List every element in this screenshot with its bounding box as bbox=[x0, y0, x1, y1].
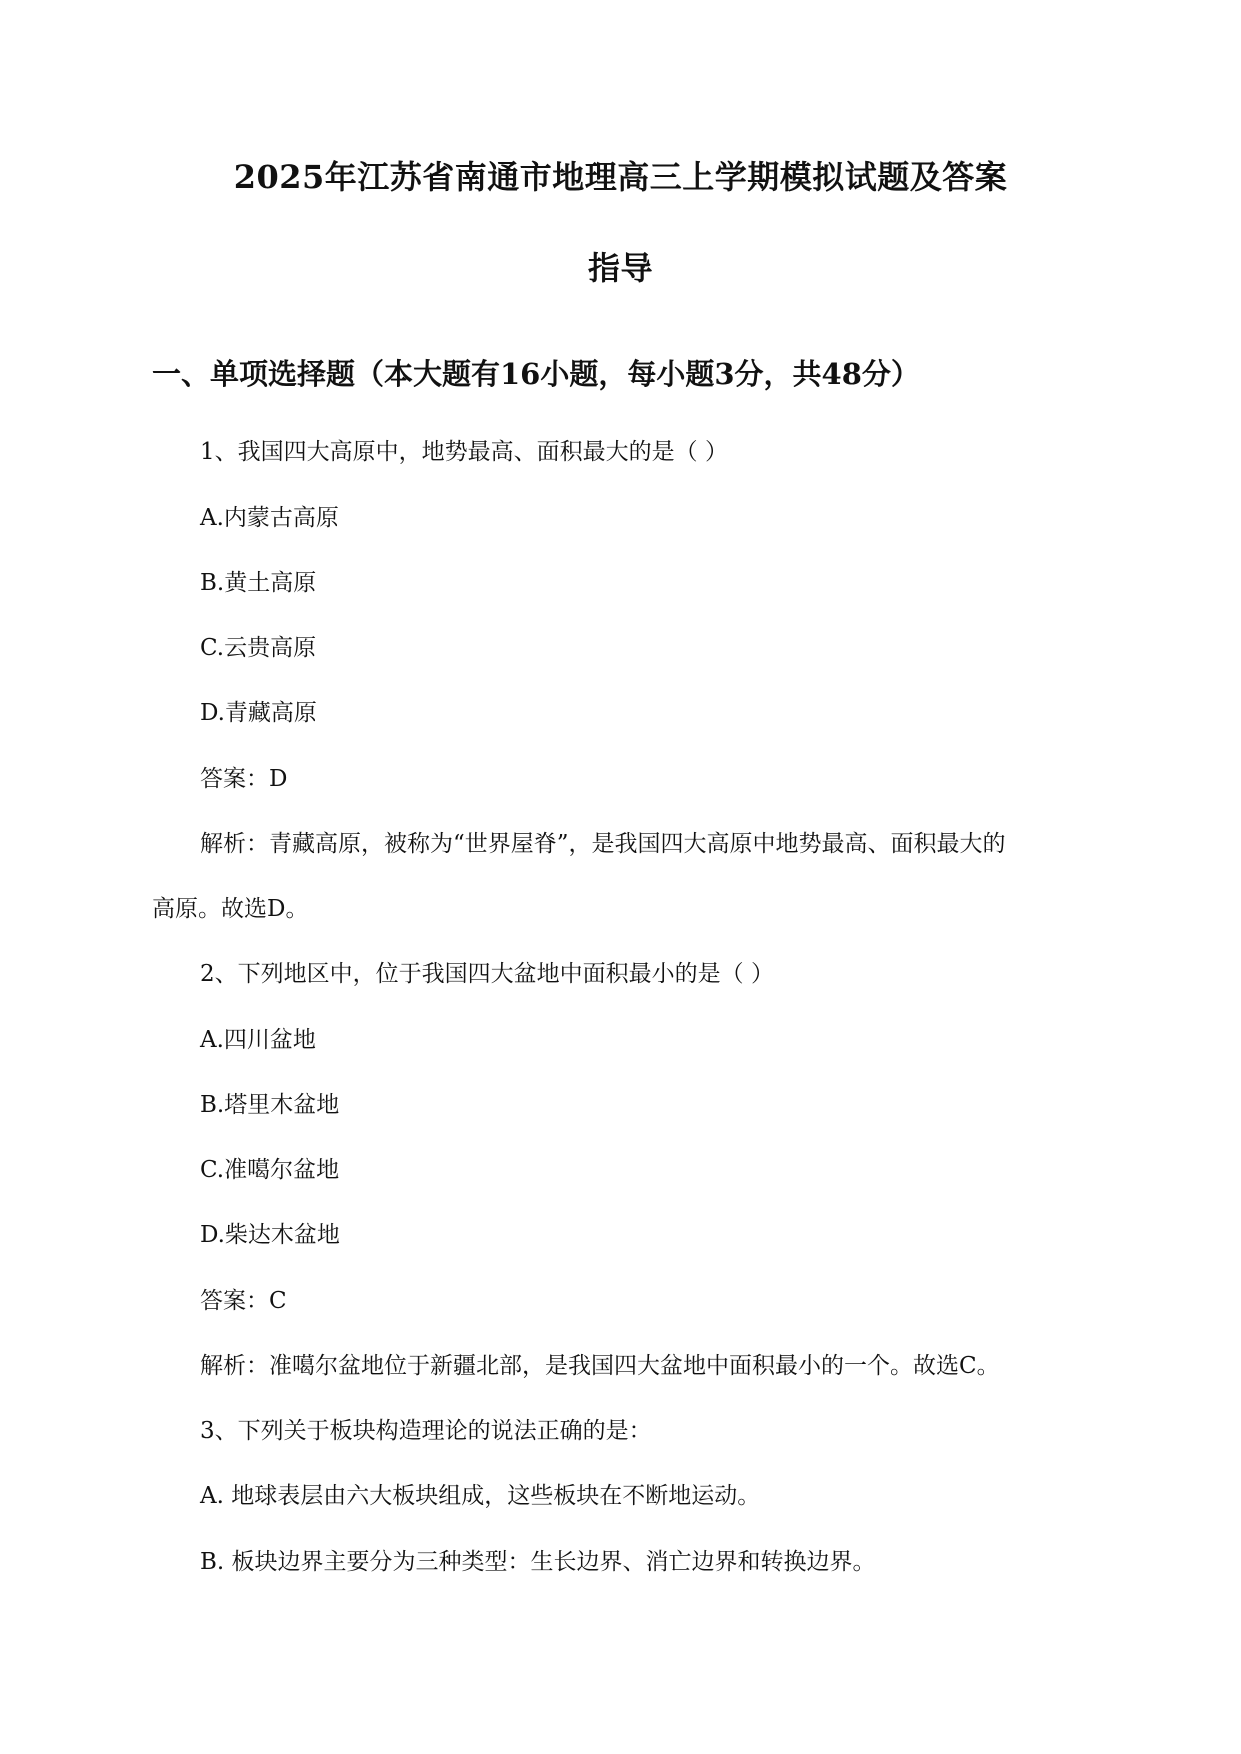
question-1-analysis-continued: 高原。故选D。 bbox=[152, 896, 309, 922]
question-1-option-d: D.青藏高原 bbox=[200, 700, 317, 726]
question-1-stem: 1、我国四大高原中，地势最高、面积最大的是（ ） bbox=[200, 439, 728, 465]
question-2-option-c: C.准噶尔盆地 bbox=[200, 1157, 340, 1183]
question-3-stem: 3、下列关于板块构造理论的说法正确的是： bbox=[200, 1418, 652, 1444]
question-1-answer: 答案：D bbox=[200, 766, 288, 792]
document-title: 2025年江苏省南通市地理高三上学期模拟试题及答案 bbox=[233, 158, 1008, 196]
question-1-option-b: B.黄土高原 bbox=[200, 570, 317, 596]
question-1-analysis: 解析：青藏高原，被称为“世界屋脊”，是我国四大高原中地势最高、面积最大的 bbox=[200, 831, 1006, 857]
question-3-option-b: B. 板块边界主要分为三种类型：生长边界、消亡边界和转换边界。 bbox=[200, 1549, 876, 1575]
question-2-option-b: B.塔里木盆地 bbox=[200, 1092, 340, 1118]
question-2-option-d: D.柴达木盆地 bbox=[200, 1222, 340, 1248]
question-2-stem: 2、下列地区中，位于我国四大盆地中面积最小的是（ ） bbox=[200, 961, 774, 987]
question-3-option-a: A. 地球表层由六大板块组成，这些板块在不断地运动。 bbox=[200, 1483, 761, 1509]
question-1-option-c: C.云贵高原 bbox=[200, 635, 317, 661]
question-2-answer: 答案：C bbox=[200, 1288, 287, 1314]
document-title-continued: 指导 bbox=[587, 249, 653, 287]
question-2-option-a: A.四川盆地 bbox=[200, 1027, 316, 1053]
question-2-analysis: 解析：准噶尔盆地位于新疆北部，是我国四大盆地中面积最小的一个。故选C。 bbox=[200, 1353, 1000, 1379]
section-heading: 一、单项选择题（本大题有16小题，每小题3分，共48分） bbox=[152, 357, 920, 391]
question-1-option-a: A.内蒙古高原 bbox=[200, 505, 339, 531]
